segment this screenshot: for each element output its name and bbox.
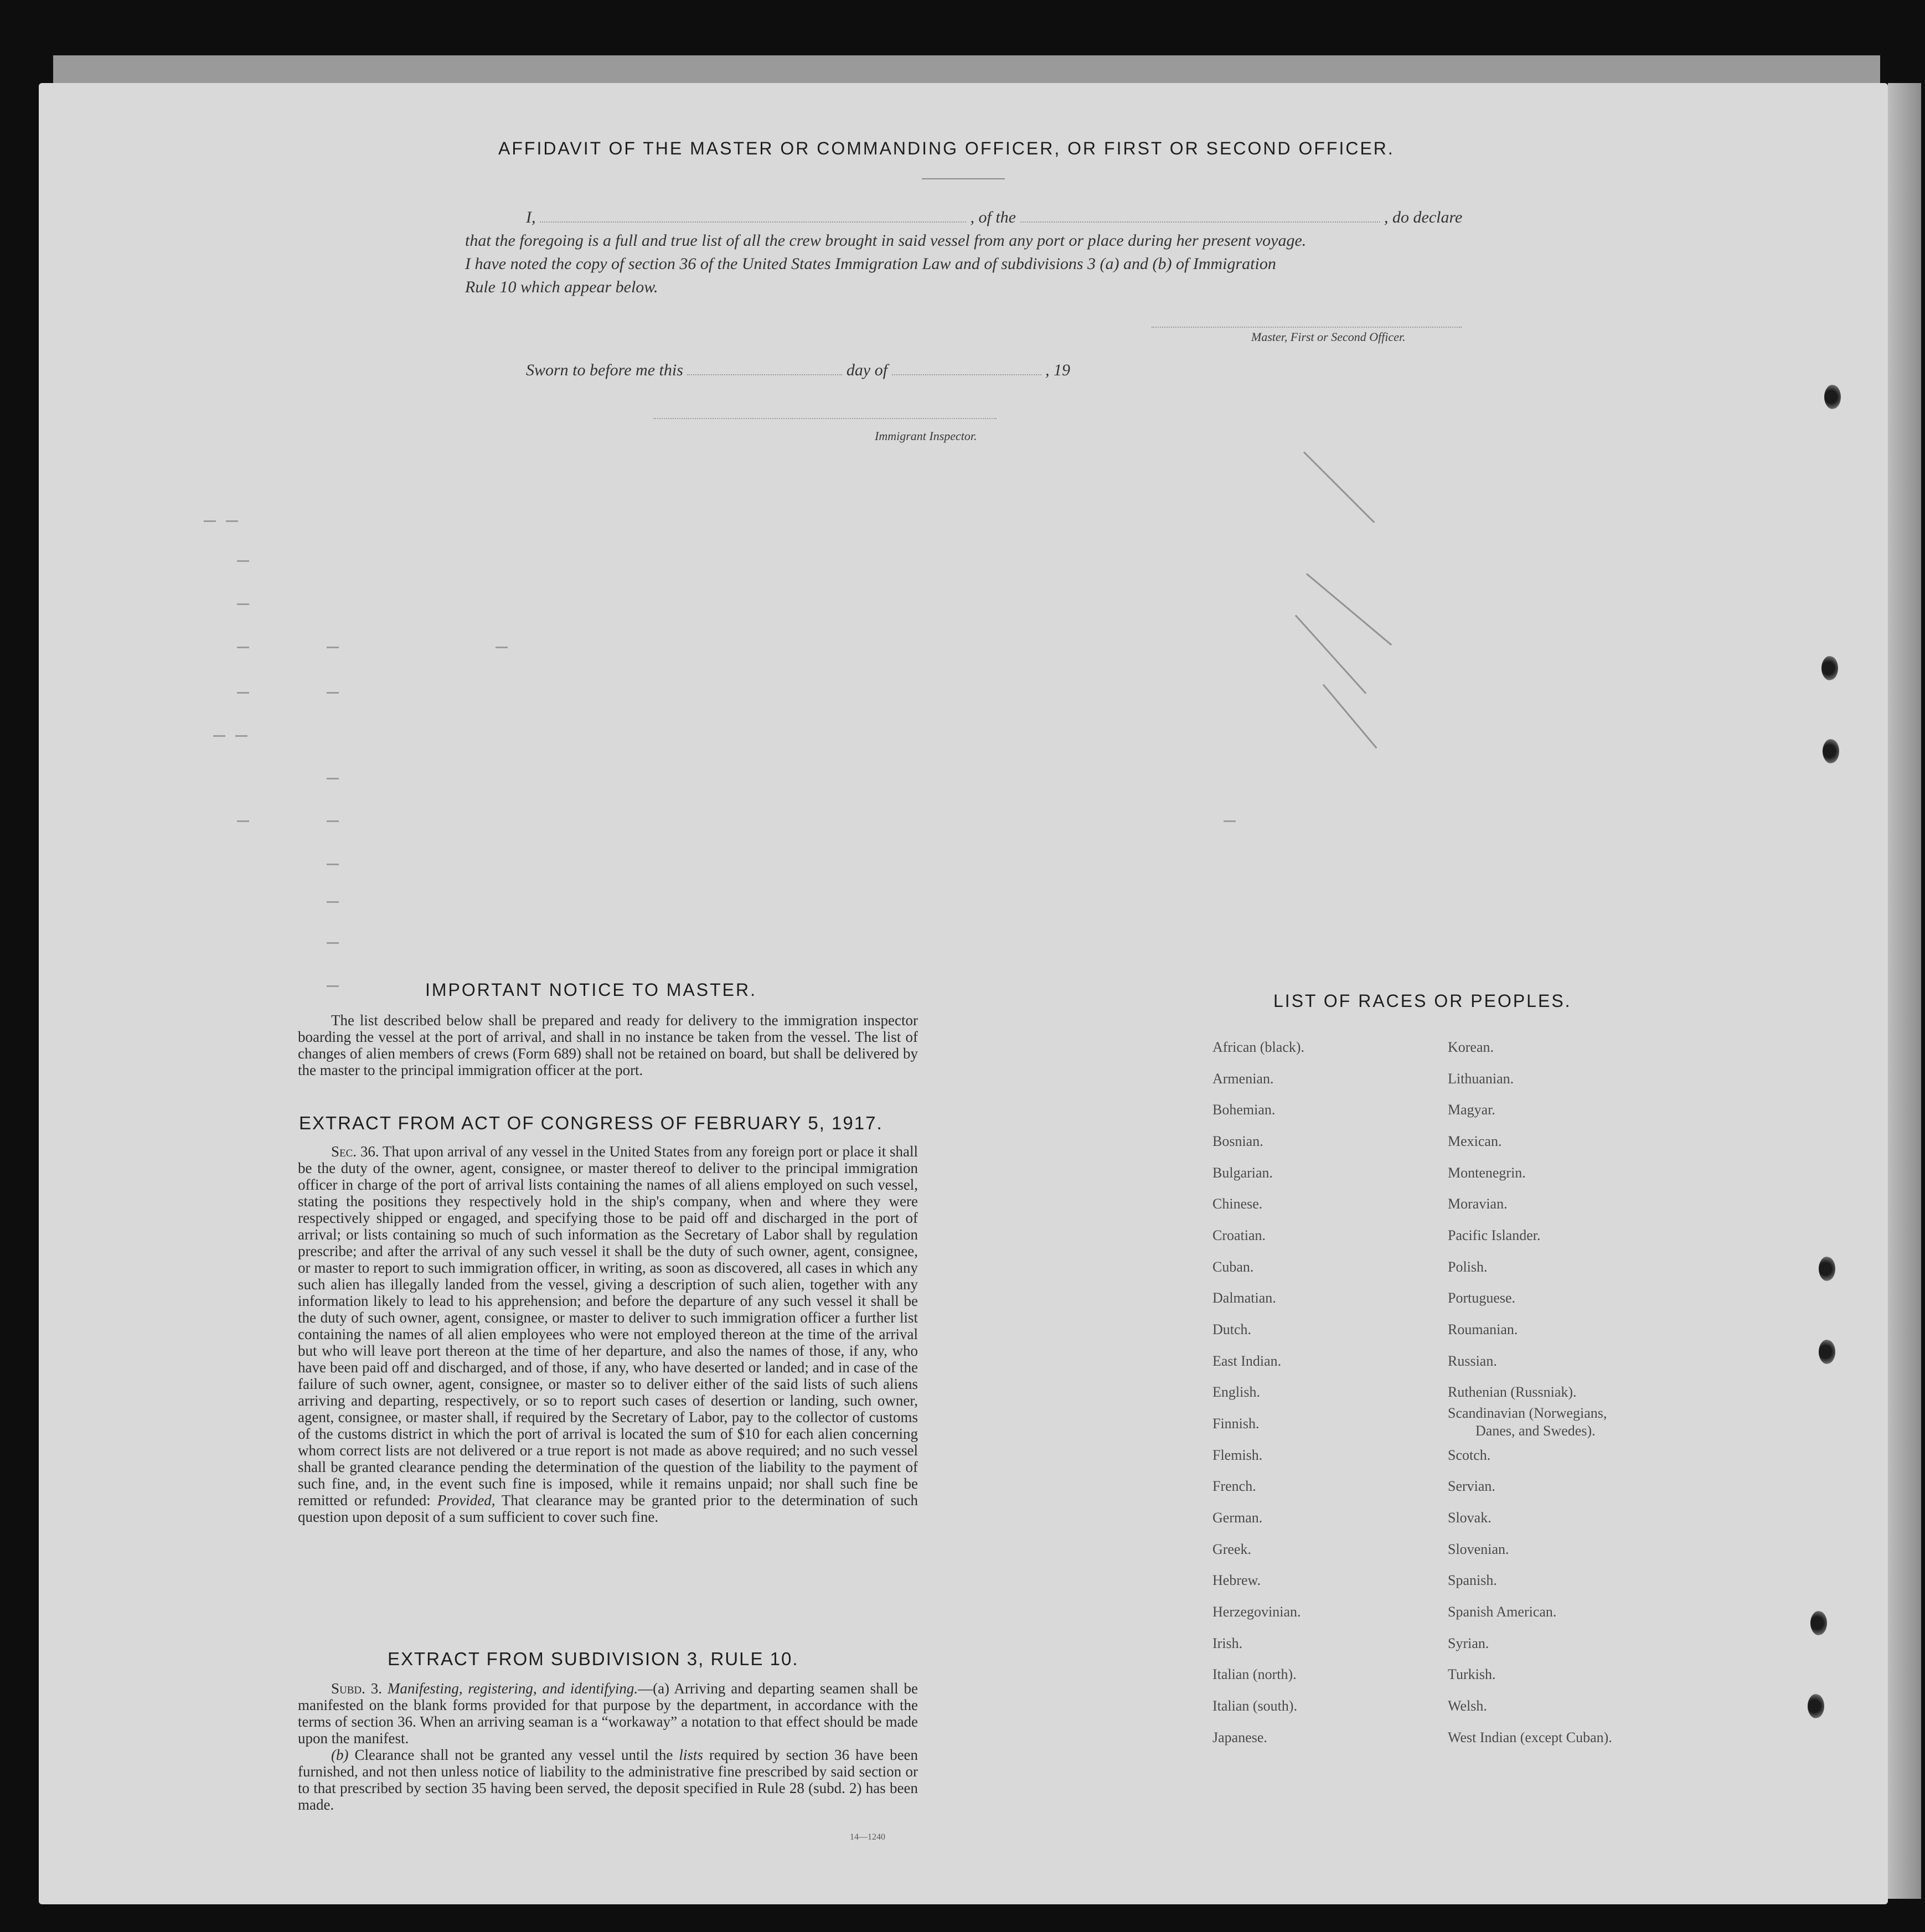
margin-dash bbox=[237, 560, 249, 562]
margin-dash bbox=[213, 735, 225, 737]
race-item: Slovenian. bbox=[1448, 1541, 1509, 1557]
race-item: East Indian. bbox=[1212, 1353, 1282, 1369]
margin-dash bbox=[226, 520, 238, 522]
punch-hole bbox=[1808, 1694, 1824, 1718]
margin-dash bbox=[327, 820, 339, 822]
inspector-signature-line bbox=[653, 418, 997, 419]
race-item: Roumanian. bbox=[1448, 1321, 1518, 1337]
decl-i: I, bbox=[526, 208, 536, 226]
paragraph-b-part2: required by section 36 have been furnished, and not then unless notice of liability to the administrative fine prescribed by said section or to that prescribed by section 35 having been served, the deposit specified in Rule 28 (subd. 2) has been made. bbox=[298, 1747, 918, 1813]
month-blank bbox=[892, 361, 1041, 375]
decl-line-2: that the foregoing is a full and true list of all the crew brought in said vessel from any port or place during her present voyage. bbox=[465, 231, 1307, 250]
race-item: Montenegrin. bbox=[1448, 1165, 1526, 1181]
act-extract-body bbox=[298, 1143, 918, 1525]
race-item: Bohemian. bbox=[1212, 1102, 1276, 1118]
subdivision-label: Subd. 3. bbox=[331, 1680, 382, 1697]
race-item: Scandinavian (Norwegians, bbox=[1448, 1405, 1607, 1421]
page-edge bbox=[1888, 83, 1921, 1899]
act-extract-title: EXTRACT FROM ACT OF CONGRESS OF FEBRUARY 5, 1917. bbox=[299, 1113, 883, 1133]
inspector-label: Immigrant Inspector. bbox=[875, 429, 977, 443]
margin-dash bbox=[237, 603, 249, 605]
race-item: Cuban. bbox=[1212, 1259, 1254, 1275]
section-text: That upon arrival of any vessel in the United States from any foreign port or place it shall be the duty of the owner, agent, consignee, or master thereof to deliver to the principal immigration officer in charge of the port of arrival lists containing the names of all aliens employed on such vessel, stating the positions they respectively hold in the ship's company, when and where they were respectively shipped or engaged, and specifying those to be paid off and discharged in the port of arrival; or lists containing so much of such information as the Secretary of Labor shall by regulation prescribe; and after the arrival of any such vessel it shall be the duty of such owner, agent, consignee, or master to report to such immigration officer, in writing, as soon as discovered, all cases in which any such alien has illegally landed from the vessel, giving a description of such alien, together with any information likely to lead to his apprehension; and before the departure of any such vessel it shall be the duty of such owner, agent, consignee, or master to deliver to such immigration officer a further list containing the names of all alien employees who were not employed thereon at the time of the arrival but who will leave port thereon at the time of her departure, and also the names of those, if any, who have been paid off and discharged, and of those, if any, who have deserted or landed; and in case of the failure of such owner, agent, consignee, or master so to deliver either of the said lists of such aliens arriving and departing, respectively, or so to report such cases of desertion or landing, such owner, agent, consignee, or master shall, if required by the Secretary of Labor, pay to the collector of customs of the customs district in which the port of arrival is located the sum of $10 for each alien concerning whom correct lists are not delivered or a true report is not made as above required; and no such vessel shall be granted clearance pending the determination of the question of the liability to the payment of such fine, and, in the event such fine is imposed, while it remains unpaid; nor shall such fine be remitted or refunded: bbox=[298, 1143, 918, 1509]
subdivision-heading: Manifesting, registering, and identifying. bbox=[387, 1680, 638, 1697]
race-item: Flemish. bbox=[1212, 1447, 1263, 1463]
race-item: Italian (north). bbox=[1212, 1666, 1297, 1682]
race-item: Bosnian. bbox=[1212, 1133, 1263, 1149]
race-item: German. bbox=[1212, 1510, 1263, 1526]
race-item: Korean. bbox=[1448, 1039, 1494, 1055]
paragraph-b-lists: lists bbox=[679, 1747, 703, 1763]
punch-hole bbox=[1823, 739, 1839, 763]
margin-dash bbox=[237, 692, 249, 694]
decl-of-the: , of the bbox=[970, 208, 1016, 226]
year-text: , 19 bbox=[1045, 361, 1071, 379]
punch-hole bbox=[1810, 1611, 1827, 1635]
race-item: Pacific Islander. bbox=[1448, 1227, 1541, 1243]
paragraph-b-label: (b) bbox=[331, 1747, 349, 1763]
title-rule bbox=[922, 178, 1005, 179]
race-item: Moravian. bbox=[1448, 1196, 1508, 1212]
margin-dash bbox=[327, 692, 339, 694]
decl-line-4: Rule 10 which appear below. bbox=[465, 278, 658, 296]
race-item: Turkish. bbox=[1448, 1666, 1496, 1682]
race-item: French. bbox=[1212, 1478, 1256, 1494]
master-name-blank bbox=[540, 208, 966, 223]
sworn-statement bbox=[526, 361, 1070, 380]
margin-dash bbox=[327, 901, 339, 903]
decl-do-declare: , do declare bbox=[1384, 208, 1463, 226]
races-title: LIST OF RACES OR PEOPLES. bbox=[1273, 991, 1572, 1011]
race-item: English. bbox=[1212, 1384, 1260, 1400]
day-blank bbox=[687, 361, 842, 375]
margin-dash bbox=[327, 647, 339, 648]
notice-body bbox=[298, 1012, 918, 1078]
race-item: Dalmatian. bbox=[1212, 1290, 1276, 1306]
signature-label: Master, First or Second Officer. bbox=[1251, 330, 1406, 344]
margin-dash bbox=[327, 778, 339, 779]
race-item: Chinese. bbox=[1212, 1196, 1263, 1212]
race-item: Scotch. bbox=[1448, 1447, 1491, 1463]
margin-dash bbox=[496, 647, 508, 648]
margin-dash bbox=[327, 864, 339, 865]
paragraph-b-part1: Clearance shall not be granted any vessel until the bbox=[354, 1747, 673, 1763]
race-item: Herzegovinian. bbox=[1212, 1604, 1301, 1620]
margin-dash bbox=[327, 942, 339, 944]
race-item: Italian (south). bbox=[1212, 1698, 1298, 1714]
section-text-end: That clearance may be granted prior to the determination of such question upon deposit of a sum sufficient to cover such fine. bbox=[298, 1492, 918, 1525]
provided-word: Provided, bbox=[437, 1492, 496, 1509]
race-item: Magyar. bbox=[1448, 1102, 1495, 1118]
vessel-name-blank bbox=[1020, 208, 1380, 223]
race-item: Mexican. bbox=[1448, 1133, 1502, 1149]
margin-dash bbox=[237, 820, 249, 822]
punch-hole bbox=[1824, 385, 1841, 409]
margin-dash bbox=[235, 735, 247, 737]
race-item: Polish. bbox=[1448, 1259, 1488, 1275]
race-item: Ruthenian (Russniak). bbox=[1448, 1384, 1577, 1400]
rule-extract-body bbox=[298, 1680, 918, 1813]
notice-title: IMPORTANT NOTICE TO MASTER. bbox=[425, 980, 757, 1000]
affidavit-title: AFFIDAVIT OF THE MASTER OR COMMANDING OFFICER, OR FIRST OR SECOND OFFICER. bbox=[498, 138, 1395, 158]
punch-hole bbox=[1819, 1340, 1835, 1364]
race-item: Finnish. bbox=[1212, 1416, 1260, 1432]
race-item: Danes, and Swedes). bbox=[1475, 1423, 1596, 1439]
race-item: Portuguese. bbox=[1448, 1290, 1516, 1306]
race-item: African (black). bbox=[1212, 1039, 1305, 1055]
form-number: 14—1240 bbox=[850, 1832, 885, 1842]
margin-dash bbox=[204, 520, 216, 522]
notice-paragraph: The list described below shall be prepared and ready for delivery to the immigration inspector boarding the vessel at the port of arrival, and shall in no instance be taken from the vessel. The list of changes of alien members of crews (Form 689) shall not be retained on board, but shall be delivered by the master to the principal immigration officer at the port. bbox=[298, 1012, 918, 1078]
punch-hole bbox=[1821, 656, 1838, 680]
race-item: Russian. bbox=[1448, 1353, 1497, 1369]
race-item: Spanish American. bbox=[1448, 1604, 1557, 1620]
margin-dash bbox=[327, 985, 339, 987]
sworn-text: Sworn to before me this bbox=[526, 361, 683, 379]
race-item: Slovak. bbox=[1448, 1510, 1492, 1526]
race-item: Syrian. bbox=[1448, 1635, 1489, 1651]
race-item: Spanish. bbox=[1448, 1572, 1497, 1588]
race-item: Dutch. bbox=[1212, 1321, 1252, 1337]
race-item: Japanese. bbox=[1212, 1729, 1267, 1745]
race-item: Lithuanian. bbox=[1448, 1071, 1514, 1087]
race-item: Greek. bbox=[1212, 1541, 1252, 1557]
affidavit-declaration bbox=[465, 206, 1495, 299]
race-item: Armenian. bbox=[1212, 1071, 1274, 1087]
race-item: Hebrew. bbox=[1212, 1572, 1261, 1588]
rule-extract-title: EXTRACT FROM SUBDIVISION 3, RULE 10. bbox=[388, 1649, 799, 1669]
paragraph-a: —(a) Arriving and departing seamen shall be manifested on the blank forms provided for that purpose by the department, in accordance with the terms of section 36. When an arriving seaman is a “workaway” a notation to that effect should be made upon the manifest. bbox=[298, 1680, 918, 1747]
race-item: Croatian. bbox=[1212, 1227, 1266, 1243]
race-item: Bulgarian. bbox=[1212, 1165, 1273, 1181]
race-item: Servian. bbox=[1448, 1478, 1495, 1494]
race-item: Irish. bbox=[1212, 1635, 1243, 1651]
section-label: Sec. 36. bbox=[331, 1143, 379, 1160]
race-item: Welsh. bbox=[1448, 1698, 1487, 1714]
margin-dash bbox=[237, 647, 249, 648]
race-item: West Indian (except Cuban). bbox=[1448, 1729, 1612, 1745]
decl-line-3: I have noted the copy of section 36 of the United States Immigration Law and of subdivisions 3 (a) and (b) of Immigration bbox=[465, 255, 1276, 273]
punch-hole bbox=[1819, 1257, 1835, 1281]
day-of-text: day of bbox=[846, 361, 888, 379]
signature-line bbox=[1152, 327, 1462, 328]
margin-dash bbox=[1224, 820, 1236, 822]
document-page bbox=[39, 83, 1888, 1904]
